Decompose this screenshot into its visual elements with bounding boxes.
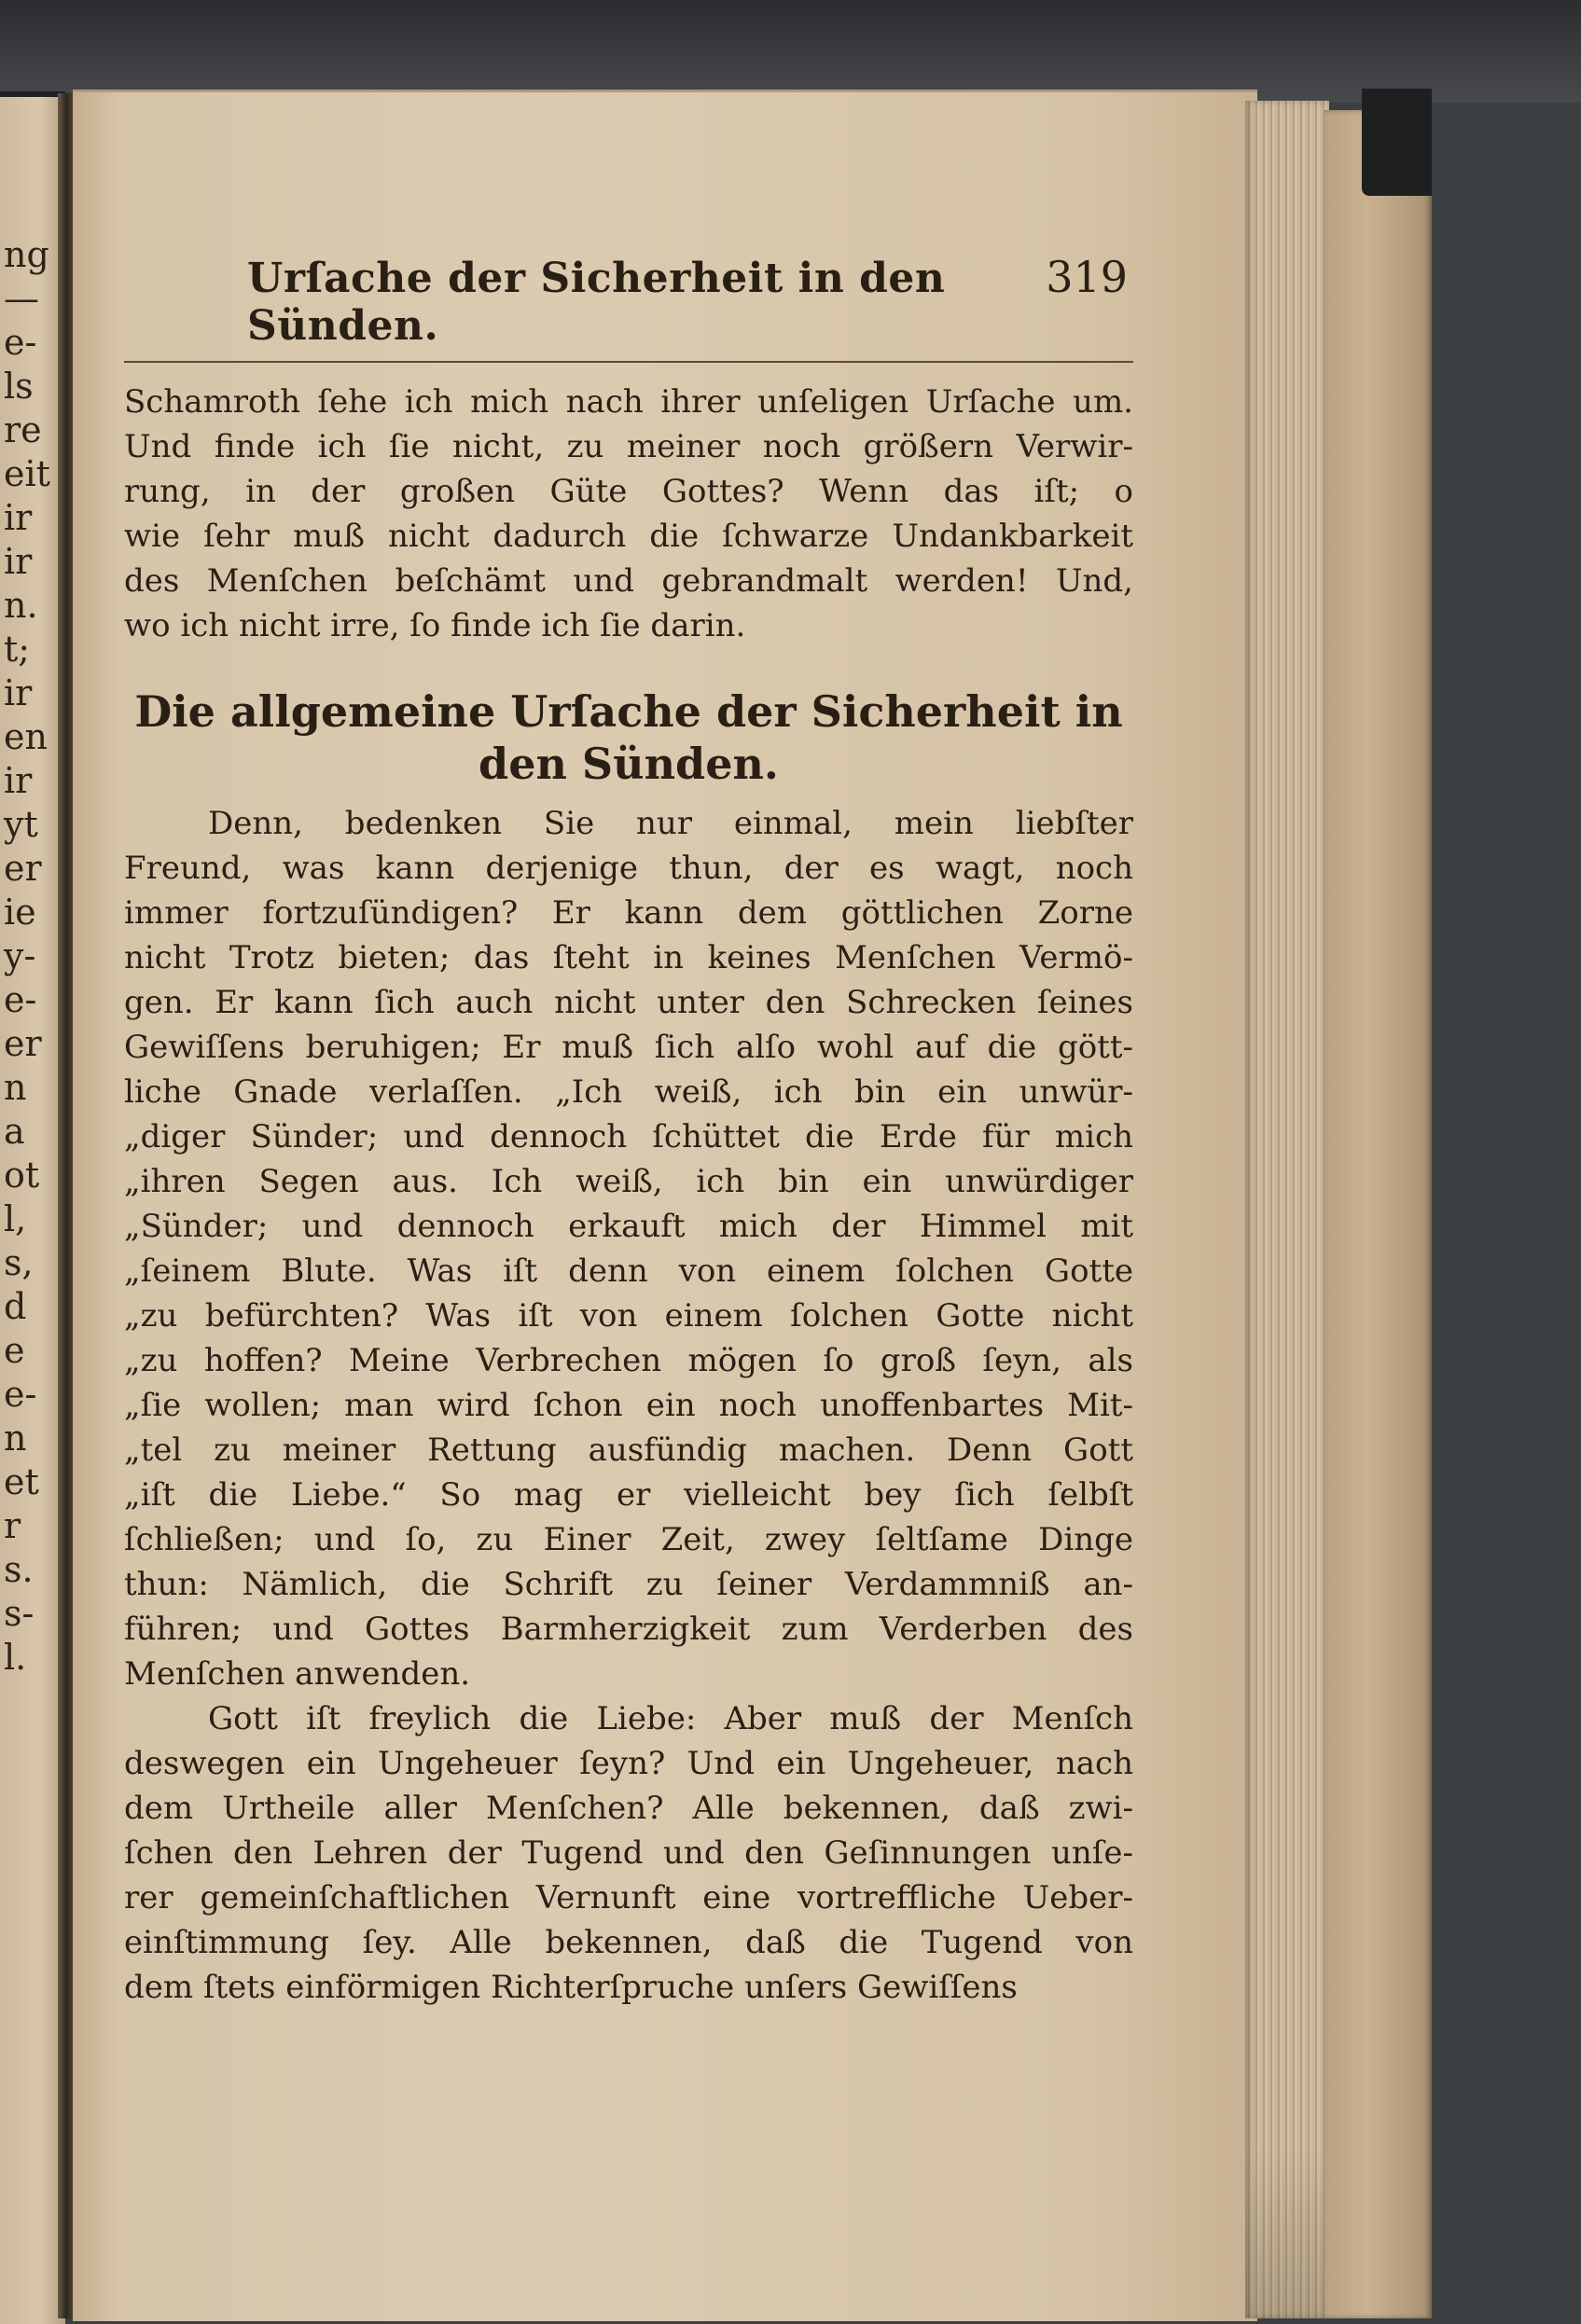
page-text-block [124,252,1133,2010]
left-page-fragment: s- [4,1593,35,1634]
back-board [1324,110,1432,2318]
text-line: „iſt die Liebe.“ So mag er vielleicht bey ſich ſelbſt [124,1476,1133,1514]
text-line: „ihren Segen aus. Ich weiß, ich bin ein unwürdiger [124,1163,1133,1200]
text-line: „ſie wollen; man wird ſchon ein noch unoffenbartes Mit- [124,1387,1133,1424]
section-heading-line-1: Die allgemeine Urſache der Sicherheit in [134,686,1123,737]
left-page-fragment: s, [4,1242,34,1283]
text-line: deswegen ein Ungeheuer ſeyn? Und ein Ungeheuer, nach [124,1745,1133,1782]
text-line: ſchließen; und ſo, zu Einer Zeit, zwey ſeltſame Dinge [124,1521,1133,1558]
left-page-fragment: ie [4,892,36,933]
left-page-fragment: ng [4,234,49,275]
text-line: Freund, was kann derjenige thun, der es wagt, noch [124,850,1133,887]
left-page-fragment: — [4,278,39,319]
text-line: „Sünder; und dennoch erkauft mich der Himmel mit [124,1208,1133,1245]
text-line: thun: Nämlich, die Schrift zu ſeiner Verdammniß an- [124,1566,1133,1603]
text-line: Gewiſſens beruhigen; Er muß ſich alſo wohl auf die gött- [124,1029,1133,1066]
left-page-fragment: ot [4,1155,40,1196]
text-line: nicht Trotz bieten; das ſteht in keines Menſchen Vermö- [124,939,1133,976]
left-page-fragment: n [4,1418,27,1459]
left-page-fragment: e- [4,322,37,363]
text-line: Schamroth ſehe ich mich nach ihrer unſeligen Urſache um. [124,383,1133,421]
text-line: „diger Sünder; und dennoch ſchüttet die Erde für mich [124,1118,1133,1155]
text-line: „zu befürchten? Was iſt von einem ſolchen Gotte nicht [124,1297,1133,1335]
text-line: Gott iſt freylich die Liebe: Aber muß der Menſch [208,1700,1133,1737]
text-line: Menſchen anwenden. [124,1655,471,1693]
left-page-fragment: ir [4,497,33,538]
text-line: „ſeinem Blute. Was iſt denn von einem ſolchen Gotte [124,1252,1133,1290]
left-page-fragment: r [4,1505,21,1546]
left-page-fragment: e- [4,1374,37,1415]
left-page-fragment: ir [4,760,33,801]
left-page-fragment: eit [4,453,50,494]
left-page-fragment: s. [4,1549,34,1590]
left-page-fragment: er [4,848,42,889]
left-page-fragment: y- [4,935,36,976]
left-page-fragment: l, [4,1198,27,1239]
left-page-fragment: a [4,1111,25,1152]
paragraph-3 [124,1696,1133,2010]
left-page-fragment: ir [4,672,33,713]
text-line: des Menſchen beſchämt und gebrandmalt werden! Und, [124,562,1133,600]
left-page-fragment: en [4,716,48,757]
text-line: „zu hoffen? Meine Verbrechen mögen ſo groß ſeyn, als [124,1342,1133,1379]
text-line: einſtimmung ſey. Alle bekennen, daß die Tugend von [124,1924,1133,1961]
text-line: rung, in der großen Güte Gottes? Wenn das iſt; o [124,473,1133,510]
left-page-fragment: yt [4,804,38,845]
left-page-fragment: e [4,1330,25,1371]
text-line: Denn, bedenken Sie nur einmal, mein liebſter [208,805,1133,842]
page-edges-shade [1245,2145,1329,2318]
text-line: immer fortzuſündigen? Er kann dem göttlichen Zorne [124,894,1133,932]
text-line: wo ich nicht irre, ſo finde ich ſie darin. [124,607,746,644]
text-line: „tel zu meiner Rettung ausfündig machen. Denn Gott [124,1432,1133,1469]
paragraph-1 [124,380,1133,648]
left-page-fragment: ls [4,366,34,407]
left-page-fragment: n. [4,585,38,626]
left-page-fragment: d [4,1286,27,1327]
left-page-fragment: t; [4,629,31,670]
left-page-fragment: re [4,409,42,450]
text-line: Und finde ich ſie nicht, zu meiner noch größern Verwir- [124,428,1133,465]
paragraph-2 [124,801,1133,1696]
running-head [124,252,1133,363]
text-line: wie ſehr muß nicht dadurch die ſchwarze Undankbarkeit [124,518,1133,555]
text-line: liche Gnade verlaſſen. „Ich weiß, ich bin ein unwür- [124,1073,1133,1111]
left-page-fragment: l. [4,1637,27,1678]
text-line: führen; und Gottes Barmherzigkeit zum Verderben des [124,1611,1133,1648]
left-page-fragment: e- [4,979,37,1020]
book-cover-top [0,0,1581,103]
running-head-title: Urſache der Sicherheit in den Sünden. [247,255,946,350]
cover-corner [1362,89,1432,196]
page-edges [1245,101,1329,2318]
left-page-edge [0,91,65,2324]
left-page-fragment: ir [4,541,33,582]
text-line: dem ſtets einförmigen Richterſpruche unſers Gewiſſens [124,1969,1018,2006]
page-number: 319 [1046,252,1128,302]
text-line: ſchen den Lehren der Tugend und den Geſinnungen unſe- [124,1834,1133,1872]
left-page-fragment: n [4,1067,27,1108]
section-heading-line-2: den Sünden. [478,739,779,789]
text-line: rer gemeinſchaftlichen Vernunft eine vortreffliche Ueber- [124,1879,1133,1916]
text-line: gen. Er kann ſich auch nicht unter den Schrecken ſeines [124,984,1133,1021]
left-page-fragment: et [4,1461,39,1502]
left-page-fragment: er [4,1023,42,1064]
text-line: dem Urtheile aller Menſchen? Alle bekennen, daß zwi- [124,1790,1133,1827]
